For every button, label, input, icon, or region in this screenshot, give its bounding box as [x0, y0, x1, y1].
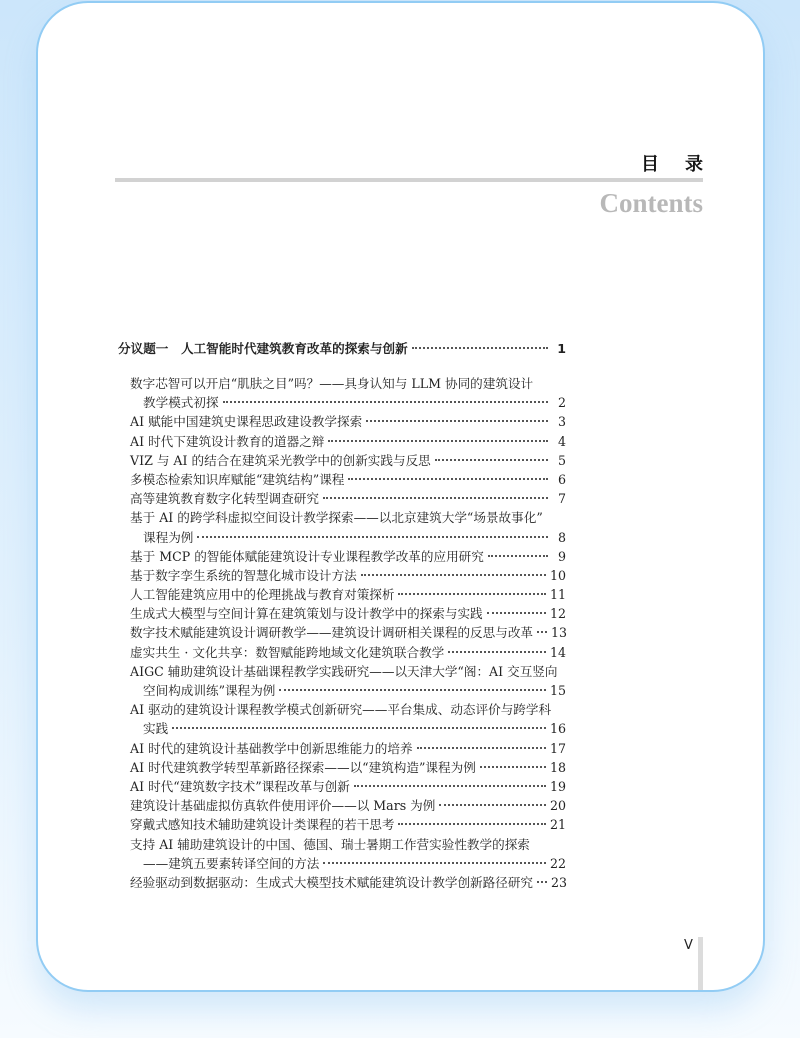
section-heading[interactable]: [118, 338, 566, 357]
entry-page: 23: [551, 874, 568, 890]
page-number-bar: [698, 937, 703, 990]
toc-entry[interactable]: [118, 604, 566, 623]
toc-entry[interactable]: [118, 528, 566, 547]
entry-page: 22: [549, 855, 566, 871]
entry-page: 6: [557, 471, 566, 487]
entry-title: 生成式大模型与空间计算在建筑策划与设计教学中的探索与实践: [130, 606, 483, 622]
toc-entry[interactable]: [118, 412, 566, 431]
entry-page: 2: [557, 395, 566, 411]
toc-entry[interactable]: [118, 585, 566, 604]
entry-title: 支持 AI 辅助建筑设计的中国、德国、瑞士暑期工作营实验性教学的探索: [130, 836, 530, 852]
dot-leader: [361, 574, 546, 576]
entry-page: 16: [549, 721, 566, 737]
dot-leader: [323, 862, 546, 864]
dot-leader: [398, 823, 546, 825]
table-of-contents: [118, 338, 566, 892]
entry-title: AI 时代“建筑数字技术”课程改革与创新: [130, 778, 350, 794]
dot-leader: [197, 536, 548, 538]
entry-title: 基于 AI 的跨学科虚拟空间设计教学探索——以北京建筑大学“场景故事化”: [130, 510, 543, 526]
entry-page: 4: [557, 433, 566, 449]
entry-page: 21: [549, 817, 566, 833]
dot-leader: [223, 401, 548, 403]
contents-title-en: Contents: [599, 188, 703, 218]
toc-entry[interactable]: [118, 489, 566, 508]
entry-title: 基于数字孪生系统的智慧化城市设计方法: [130, 567, 357, 583]
entry-title: AI 赋能中国建筑史课程思政建设教学探索: [130, 414, 363, 430]
toc-entry[interactable]: [118, 662, 566, 681]
entry-page: 9: [557, 548, 566, 564]
entry-page: 15: [549, 683, 566, 698]
toc-entry[interactable]: [118, 758, 566, 777]
entry-title: 穿戴式感知技术辅助建筑设计类课程的若干思考: [130, 817, 395, 833]
toc-entry[interactable]: [118, 508, 566, 527]
dot-leader: [487, 612, 546, 614]
entry-title: 数字技术赋能建筑设计调研教学——建筑设计调研相关课程的反思与改革: [130, 625, 533, 641]
dot-leader: [448, 651, 546, 653]
entry-title: ——建筑五要素转译空间的方法: [143, 855, 320, 871]
section-title: 分议题一 人工智能时代建筑教育改革的探索与创新: [118, 341, 408, 356]
entry-page: 8: [557, 529, 566, 545]
entry-title: 空间构成训练”课程为例: [143, 683, 276, 698]
section-page: 1: [557, 341, 566, 356]
entry-page: 14: [549, 644, 566, 660]
entry-title: AI 时代下建筑设计教育的道器之辩: [130, 433, 325, 449]
toc-entry[interactable]: [118, 854, 566, 873]
dot-leader: [354, 785, 546, 787]
dot-leader: [488, 555, 548, 557]
entry-title: 多模态检索知识库赋能“建筑结构”课程: [130, 471, 345, 487]
dot-leader: [348, 478, 548, 480]
dot-leader: [537, 631, 547, 633]
dot-leader: [435, 459, 548, 461]
toc-entry[interactable]: [118, 719, 566, 738]
entry-page: 5: [557, 452, 566, 468]
dot-leader: [537, 881, 547, 883]
entry-page: 19: [549, 778, 566, 794]
toc-entry[interactable]: [118, 547, 566, 566]
toc-entry[interactable]: [118, 623, 566, 642]
toc-entry[interactable]: [118, 835, 566, 854]
toc-entry[interactable]: [118, 777, 566, 796]
dot-leader: [366, 420, 548, 422]
dot-leader: [439, 804, 546, 806]
entry-title: 经验驱动到数据驱动：生成式大模型技术赋能建筑设计教学创新路径研究: [130, 874, 533, 890]
toc-entry[interactable]: [118, 451, 566, 470]
entry-title: 高等建筑教育数字化转型调查研究: [130, 491, 319, 507]
entry-page: 10: [549, 567, 566, 583]
entry-title: AI 时代建筑教学转型革新路径探索——以“建筑构造”课程为例: [130, 759, 476, 775]
page-number: V: [684, 938, 693, 953]
title-divider: [115, 178, 703, 182]
dot-leader: [417, 747, 546, 749]
toc-entry[interactable]: [118, 873, 566, 892]
toc-entry[interactable]: [118, 470, 566, 489]
toc-entry[interactable]: [118, 681, 566, 700]
dot-leader: [412, 347, 548, 349]
toc-entry[interactable]: [118, 700, 566, 719]
entry-page: 20: [549, 798, 566, 814]
entry-title: AI 时代的建筑设计基础教学中创新思维能力的培养: [130, 740, 413, 756]
entry-title: 数字芯智可以开启“肌肤之目”吗？——具身认知与 LLM 协同的建筑设计: [130, 376, 534, 391]
entry-page: 7: [557, 491, 566, 507]
dot-leader: [279, 689, 546, 691]
dot-leader: [323, 497, 548, 499]
toc-entry[interactable]: [118, 374, 566, 393]
toc-entry[interactable]: [118, 393, 566, 412]
toc-entry[interactable]: [118, 815, 566, 834]
dot-leader: [480, 766, 546, 768]
toc-entry[interactable]: [118, 739, 566, 758]
entry-title: 基于 MCP 的智能体赋能建筑设计专业课程教学改革的应用研究: [130, 548, 484, 564]
dot-leader: [172, 727, 546, 729]
entry-page: 11: [549, 587, 566, 603]
entry-page: 12: [549, 606, 566, 622]
toc-entry[interactable]: [118, 432, 566, 451]
entry-title: 教学模式初探: [143, 395, 219, 411]
entry-page: 3: [557, 414, 566, 430]
entry-page: 13: [551, 625, 568, 641]
entry-title: AI 驱动的建筑设计课程教学模式创新研究——平台集成、动态评价与跨学科: [130, 702, 552, 718]
entry-page: 18: [549, 759, 566, 775]
dot-leader: [328, 440, 548, 442]
toc-entry[interactable]: [118, 643, 566, 662]
entry-title: VIZ 与 AI 的结合在建筑采光教学中的创新实践与反思: [130, 452, 431, 468]
entry-title: 课程为例: [143, 529, 194, 545]
entry-title: 建筑设计基础虚拟仿真软件使用评价——以 Mars 为例: [130, 798, 436, 814]
toc-entry[interactable]: [118, 796, 566, 815]
entry-page: 17: [549, 740, 566, 756]
dot-leader: [398, 593, 546, 595]
entry-title: 实践: [143, 721, 169, 737]
toc-entry[interactable]: [118, 566, 566, 585]
entry-title: 人工智能建筑应用中的伦理挑战与教育对策探析: [130, 587, 395, 603]
entry-title: AIGC 辅助建筑设计基础课程教学实践研究——以天津大学“阁：AI 交互竖向: [130, 663, 558, 679]
contents-title-cn: 目录: [641, 154, 729, 175]
entry-title: 虚实共生 · 文化共享：数智赋能跨地域文化建筑联合教学: [130, 644, 445, 660]
toc-entries: [118, 374, 566, 892]
